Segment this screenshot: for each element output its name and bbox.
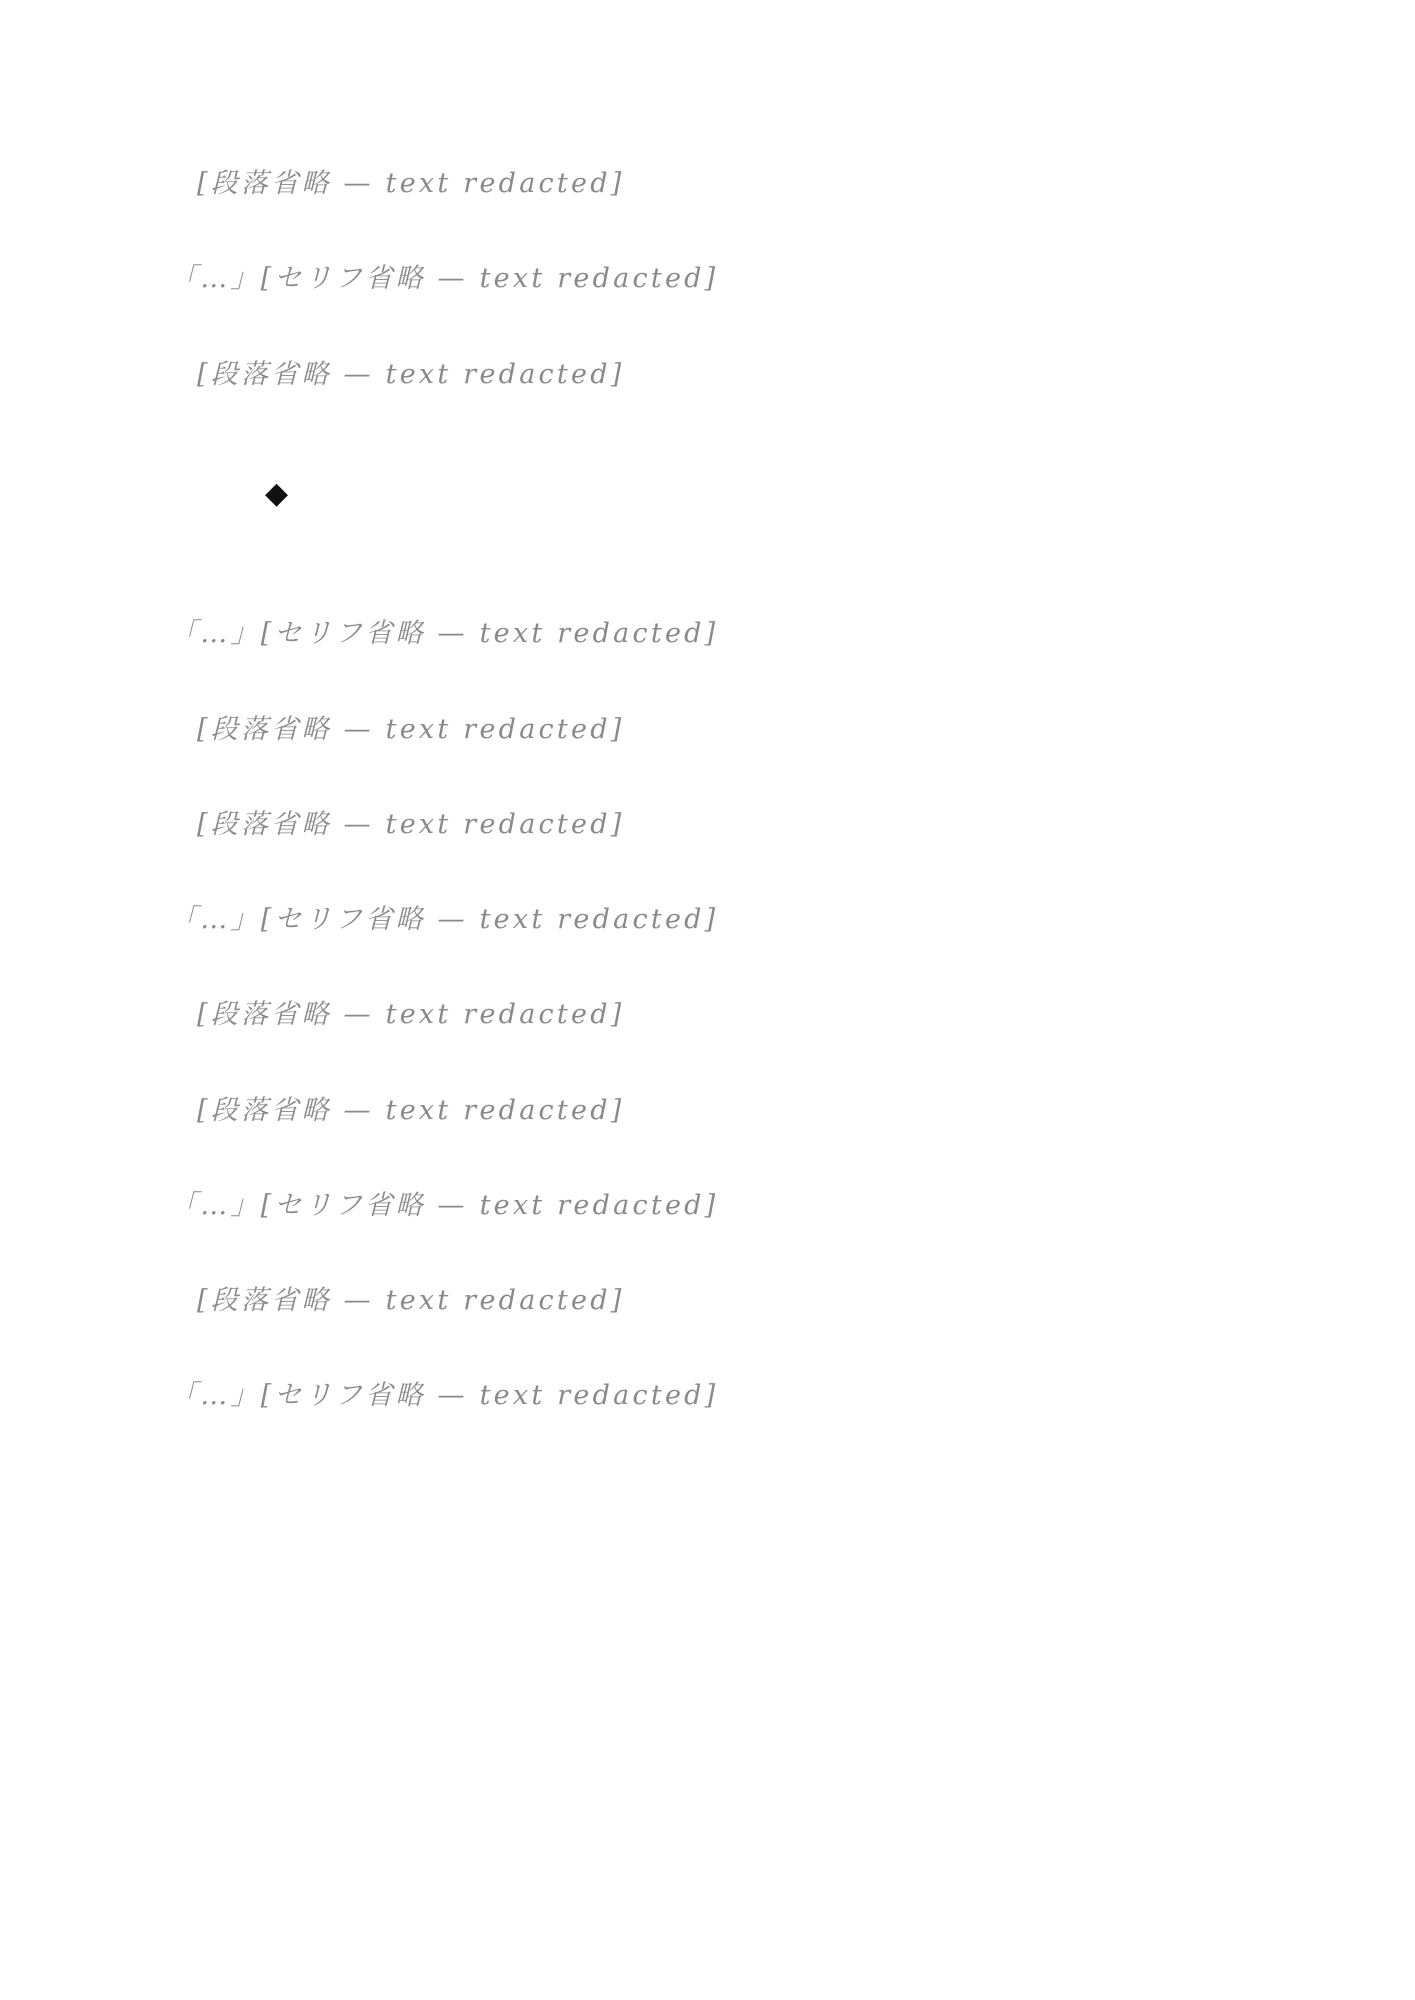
text-paragraph: [段落省略 — text redacted] [197, 1285, 625, 1316]
text-paragraph: [段落省略 — text redacted] [197, 1094, 625, 1126]
text-paragraph: [段落省略 — text redacted] [197, 808, 625, 840]
text-paragraph: [段落省略 — text redacted] [197, 999, 625, 1031]
paragraph-container [170, 160, 1245, 1420]
text-paragraph: 「…」[セリフ省略 — text redacted] [170, 1380, 719, 1412]
text-paragraph: 「…」[セリフ省略 — text redacted] [170, 904, 719, 935]
text-paragraph: 「…」[セリフ省略 — text redacted] [170, 1189, 719, 1221]
text-paragraph: [段落省略 — text redacted] [197, 358, 625, 390]
section-divider: ◆ [265, 475, 292, 511]
text-paragraph: 「…」[セリフ省略 — text redacted] [170, 618, 719, 650]
text-paragraph: 「…」[セリフ省略 — text redacted] [170, 263, 719, 295]
text-paragraph: [段落省略 — text redacted] [197, 713, 625, 745]
text-paragraph: [段落省略 — text redacted] [197, 168, 625, 199]
